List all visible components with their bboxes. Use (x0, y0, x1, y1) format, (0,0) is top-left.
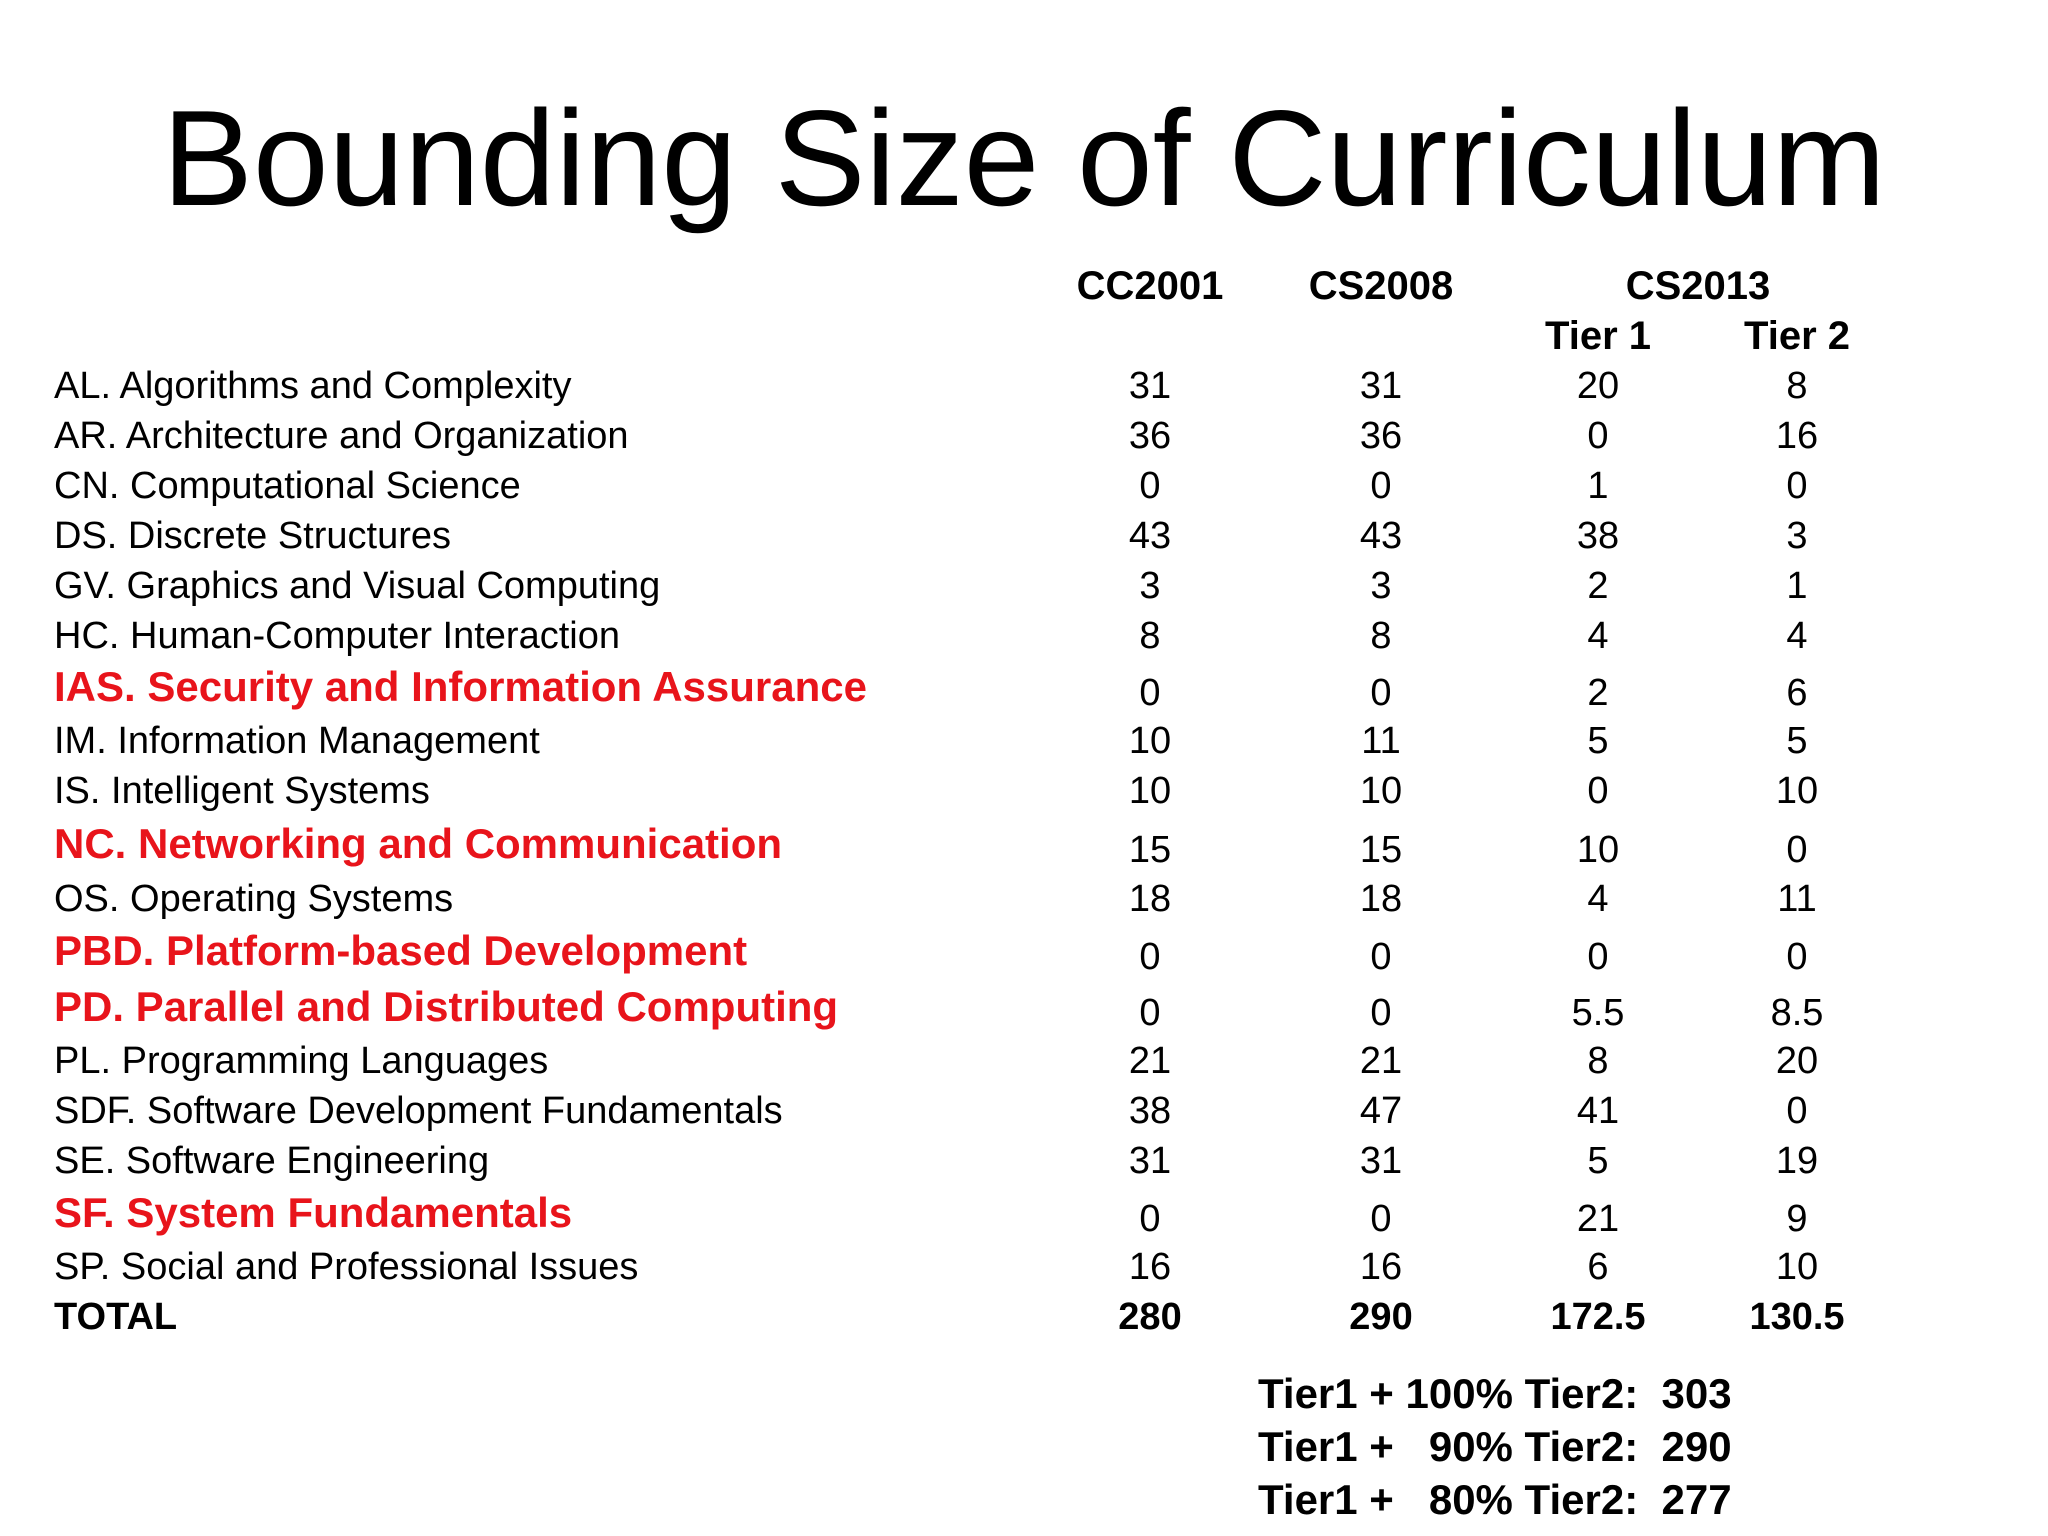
row-tier2: 8.5 (1770, 992, 1824, 1034)
row-name: NC. Networking and Communication (54, 820, 783, 867)
row-cs2008: 47 (1359, 1090, 1403, 1132)
row-tier2: 8 (1786, 365, 1808, 407)
header-tier2: Tier 2 (1744, 314, 1850, 358)
row-name: IS. Intelligent Systems (54, 770, 430, 812)
row-name: PL. Programming Languages (54, 1040, 549, 1082)
row-name: CN. Computational Science (54, 465, 521, 507)
row-cc2001: 21 (1128, 1040, 1172, 1082)
row-tier2: 0 (1786, 1090, 1808, 1132)
row-tier2: 6 (1786, 672, 1808, 714)
row-name: HC. Human-Computer Interaction (54, 615, 620, 657)
row-tier1: 4 (1587, 878, 1609, 920)
row-tier2: 19 (1775, 1140, 1819, 1182)
row-tier2: 0 (1786, 829, 1808, 871)
row-tier1: 41 (1576, 1090, 1620, 1132)
row-name: IAS. Security and Information Assurance (54, 663, 867, 710)
summary-line: Tier1 + 80% Tier2: 277 (1258, 1476, 1732, 1523)
row-tier1: 5 (1587, 1140, 1609, 1182)
row-tier1: 8 (1587, 1040, 1609, 1082)
row-cs2008: 10 (1359, 770, 1403, 812)
row-tier1: 20 (1576, 365, 1620, 407)
table-row (0, 1190, 2048, 1240)
row-cs2008: 16 (1359, 1246, 1403, 1288)
row-tier2: 10 (1775, 770, 1819, 812)
row-cc2001: 0 (1139, 672, 1161, 714)
header-cc2001: CC2001 (1076, 264, 1224, 308)
row-cs2008: 43 (1359, 515, 1403, 557)
table-row (0, 1036, 2048, 1086)
table-row (0, 716, 2048, 766)
row-tier1: 38 (1576, 515, 1620, 557)
row-tier1: 21 (1576, 1198, 1620, 1240)
row-cc2001: 43 (1128, 515, 1172, 557)
row-name: GV. Graphics and Visual Computing (54, 565, 661, 607)
header-cs2013: CS2013 (1625, 264, 1771, 308)
row-cs2008: 0 (1370, 465, 1392, 507)
row-tier2: 20 (1775, 1040, 1819, 1082)
table-row (0, 874, 2048, 924)
row-tier1: 5.5 (1571, 992, 1625, 1034)
row-name: AL. Algorithms and Complexity (54, 365, 572, 407)
header-cs2008: CS2008 (1308, 264, 1454, 308)
table-row (0, 928, 2048, 978)
table-row (0, 611, 2048, 661)
row-tier1: 1 (1587, 465, 1609, 507)
row-cs2008: 15 (1359, 829, 1403, 871)
row-cc2001: 0 (1139, 936, 1161, 978)
row-tier1: 10 (1576, 829, 1620, 871)
slide-title: Bounding Size of Curriculum (162, 82, 1886, 234)
row-cc2001: 15 (1128, 829, 1172, 871)
row-cs2008: 21 (1359, 1040, 1403, 1082)
row-cs2008: 0 (1370, 936, 1392, 978)
row-name: IM. Information Management (54, 720, 540, 762)
row-cc2001: 31 (1128, 1140, 1172, 1182)
row-tier2: 0 (1786, 465, 1808, 507)
row-name: DS. Discrete Structures (54, 515, 451, 557)
table-row (0, 561, 2048, 611)
row-cc2001: 8 (1139, 615, 1161, 657)
row-name: PBD. Platform-based Development (54, 927, 748, 974)
row-name: SE. Software Engineering (54, 1140, 490, 1182)
row-name: SP. Social and Professional Issues (54, 1246, 639, 1288)
row-cc2001: 0 (1139, 1198, 1161, 1240)
row-tier1: 5 (1587, 720, 1609, 762)
total-cs2008: 290 (1349, 1296, 1413, 1338)
row-name: OS. Operating Systems (54, 878, 454, 920)
row-cc2001: 36 (1128, 415, 1172, 457)
summary-line: Tier1 + 90% Tier2: 290 (1258, 1423, 1732, 1470)
table-row (0, 766, 2048, 816)
row-tier2: 10 (1775, 1246, 1819, 1288)
row-cs2008: 8 (1370, 615, 1392, 657)
table-row (0, 511, 2048, 561)
row-tier2: 4 (1786, 615, 1808, 657)
total-row (0, 1292, 2048, 1342)
row-tier2: 16 (1775, 415, 1819, 457)
row-tier2: 5 (1786, 720, 1808, 762)
table-row (0, 1136, 2048, 1186)
row-cs2008: 31 (1359, 365, 1403, 407)
row-cc2001: 18 (1128, 878, 1172, 920)
total-tier2: 130.5 (1749, 1296, 1845, 1338)
row-cc2001: 3 (1139, 565, 1161, 607)
row-tier1: 6 (1587, 1246, 1609, 1288)
table-row (0, 461, 2048, 511)
row-tier1: 0 (1587, 936, 1609, 978)
row-cc2001: 38 (1128, 1090, 1172, 1132)
row-tier1: 0 (1587, 770, 1609, 812)
table-row (0, 411, 2048, 461)
row-cs2008: 36 (1359, 415, 1403, 457)
row-cs2008: 3 (1370, 565, 1392, 607)
row-cc2001: 0 (1139, 992, 1161, 1034)
row-name: AR. Architecture and Organization (54, 415, 629, 457)
row-cc2001: 0 (1139, 465, 1161, 507)
row-cc2001: 10 (1128, 770, 1172, 812)
row-cs2008: 0 (1370, 1198, 1392, 1240)
table-row (0, 984, 2048, 1034)
row-tier1: 0 (1587, 415, 1609, 457)
table-row (0, 361, 2048, 411)
row-name: SF. System Fundamentals (54, 1189, 573, 1236)
row-cc2001: 16 (1128, 1246, 1172, 1288)
total-tier1: 172.5 (1550, 1296, 1646, 1338)
total-cc2001: 280 (1118, 1296, 1182, 1338)
row-tier1: 2 (1587, 565, 1609, 607)
row-tier2: 1 (1786, 565, 1808, 607)
row-tier1: 4 (1587, 615, 1609, 657)
table-row (0, 664, 2048, 714)
row-cc2001: 31 (1128, 365, 1172, 407)
row-cs2008: 31 (1359, 1140, 1403, 1182)
table-row (0, 1242, 2048, 1292)
row-name: SDF. Software Development Fundamentals (54, 1090, 783, 1132)
row-tier2: 0 (1786, 936, 1808, 978)
row-cc2001: 10 (1128, 720, 1172, 762)
row-name: PD. Parallel and Distributed Computing (54, 983, 839, 1030)
summary-line: Tier1 + 100% Tier2: 303 (1258, 1370, 1732, 1417)
row-cs2008: 11 (1361, 720, 1401, 762)
row-cs2008: 0 (1370, 672, 1392, 714)
table-row (0, 1086, 2048, 1136)
row-cs2008: 18 (1359, 878, 1403, 920)
row-tier1: 2 (1587, 672, 1609, 714)
header-tier1: Tier 1 (1545, 314, 1651, 358)
table-row (0, 821, 2048, 871)
row-cs2008: 0 (1370, 992, 1392, 1034)
row-tier2: 9 (1786, 1198, 1808, 1240)
total-label: TOTAL (54, 1296, 178, 1338)
row-tier2: 3 (1786, 515, 1808, 557)
row-tier2: 11 (1777, 878, 1817, 920)
